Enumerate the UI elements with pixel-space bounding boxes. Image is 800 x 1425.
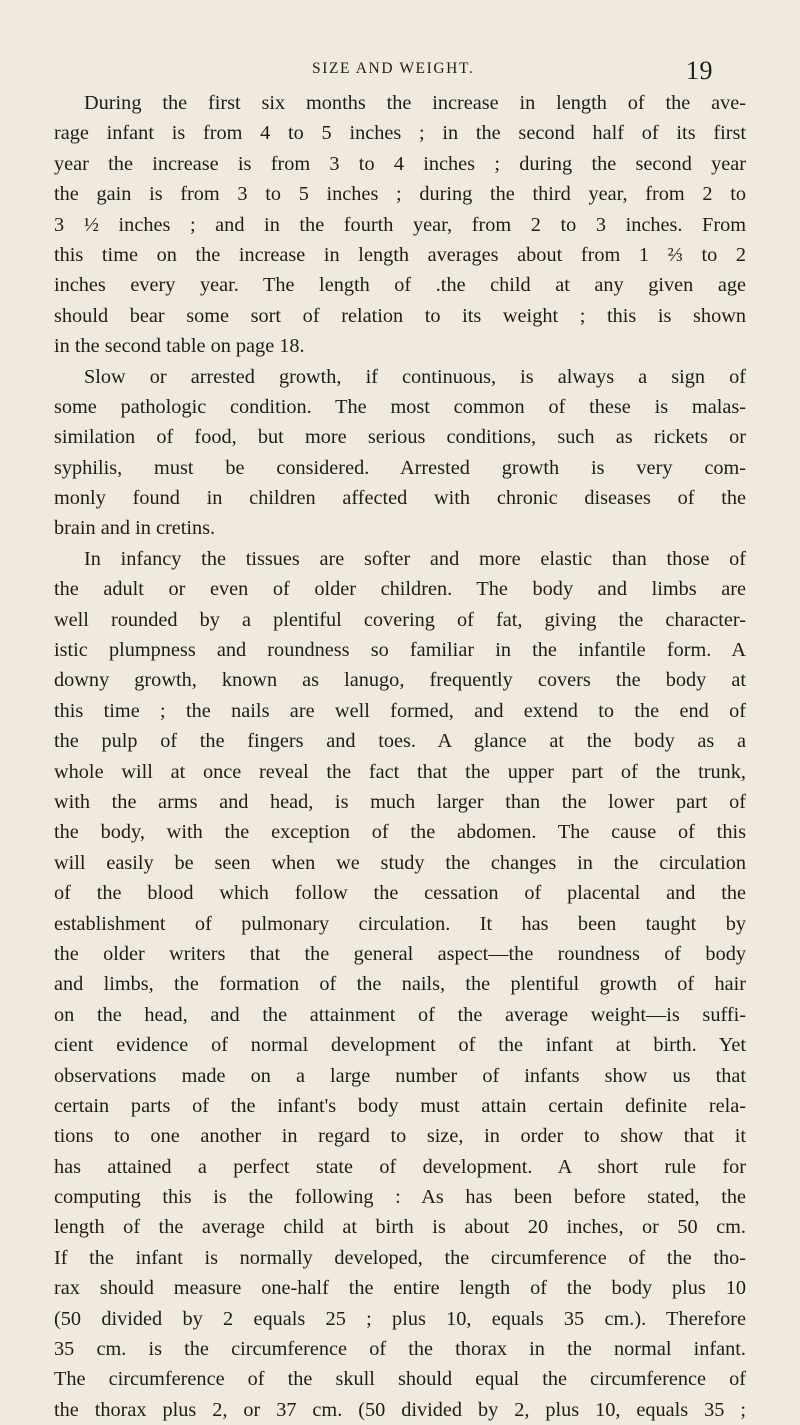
text-line: The circumference of the skull should equal the circumference of [54, 1368, 746, 1391]
page-number: 19 [686, 56, 713, 85]
text-line: istic plumpness and roundness so familiar in the infantile form. A [54, 639, 746, 662]
running-head [0, 56, 800, 86]
text-line: of the blood which follow the cessation of placental and the [54, 882, 746, 905]
text-line: rage infant is from 4 to 5 inches ; in the second half of its first [54, 122, 746, 145]
text-line: and limbs, the formation of the nails, the plentiful growth of hair [54, 973, 746, 996]
text-line: this time ; the nails are well formed, and extend to the end of [54, 699, 746, 722]
text-line: cient evidence of normal development of the infant at birth. Yet [54, 1034, 746, 1057]
text-line: rax should measure one-half the entire length of the body plus 10 [54, 1277, 746, 1300]
text-line: in the second table on page 18. [54, 335, 305, 358]
text-line: computing this is the following : As has been before stated, the [54, 1186, 746, 1209]
text-line: (50 divided by 2 equals 25 ; plus 10, equals 35 cm.). Therefore [54, 1307, 746, 1330]
text-line: In infancy the tissues are softer and more elastic than those of [84, 547, 746, 570]
text-line: the pulp of the fingers and toes. A glance at the body as a [54, 730, 746, 753]
text-line: inches every year. The length of .the child at any given age [54, 274, 746, 297]
text-line: During the first six months the increase in length of the ave- [84, 92, 746, 114]
text-line: 3 ½ inches ; and in the fourth year, from 2 to 3 inches. From [54, 213, 746, 236]
text-line: brain and in cretins. [54, 517, 216, 540]
running-title: SIZE AND WEIGHT. [312, 60, 475, 77]
text-line: the thorax plus 2, or 37 cm. (50 divided by 2, plus 10, equals 35 ; [54, 1398, 746, 1421]
text-line: will easily be seen when we study the changes in the circulation [54, 851, 746, 874]
text-line: some pathologic condition. The most common of these is malas- [54, 395, 746, 418]
text-line: whole will at once reveal the fact that the upper part of the trunk, [54, 760, 746, 783]
text-line: If the infant is normally developed, the circumference of the tho- [54, 1246, 746, 1269]
text-line: length of the average child at birth is about 20 inches, or 50 cm. [54, 1216, 746, 1239]
text-line: with the arms and head, is much larger than the lower part of [54, 790, 746, 813]
text-line: downy growth, known as lanugo, frequently covers the body at [54, 669, 746, 692]
text-line: on the head, and the attainment of the average weight—is suffi- [54, 1003, 746, 1026]
body-text [54, 88, 746, 1425]
text-line: has attained a perfect state of development. A short rule for [54, 1155, 746, 1178]
text-line: tions to one another in regard to size, in order to show that it [54, 1125, 746, 1148]
paragraph [54, 362, 746, 544]
text-line: similation of food, but more serious conditions, such as rickets or [54, 426, 746, 449]
text-line: establishment of pulmonary circulation. It has been taught by [54, 912, 746, 935]
paragraph [54, 88, 746, 362]
text-line: Slow or arrested growth, if continuous, is always a sign of [84, 365, 746, 388]
text-line: monly found in children affected with chronic diseases of the [54, 487, 746, 510]
text-line: year the increase is from 3 to 4 inches ; during the second year [54, 152, 746, 175]
text-line: the body, with the exception of the abdomen. The cause of this [54, 821, 746, 844]
text-line: 35 cm. is the circumference of the thorax in the normal infant. [54, 1338, 746, 1361]
text-line: the adult or even of older children. The body and limbs are [54, 578, 746, 601]
text-line: certain parts of the infant's body must attain certain definite rela- [54, 1094, 746, 1117]
text-line: syphilis, must be considered. Arrested growth is very com- [54, 456, 746, 479]
text-line: the gain is from 3 to 5 inches ; during the third year, from 2 to [54, 183, 746, 206]
text-line: well rounded by a plentiful covering of fat, giving the character- [54, 608, 746, 631]
text-line: this time on the increase in length averages about from 1 ⅔ to 2 [54, 243, 746, 266]
text-line: the older writers that the general aspect—the roundness of body [54, 942, 746, 965]
text-line: observations made on a large number of infants show us that [54, 1064, 746, 1087]
text-line: should bear some sort of relation to its weight ; this is shown [54, 304, 746, 327]
